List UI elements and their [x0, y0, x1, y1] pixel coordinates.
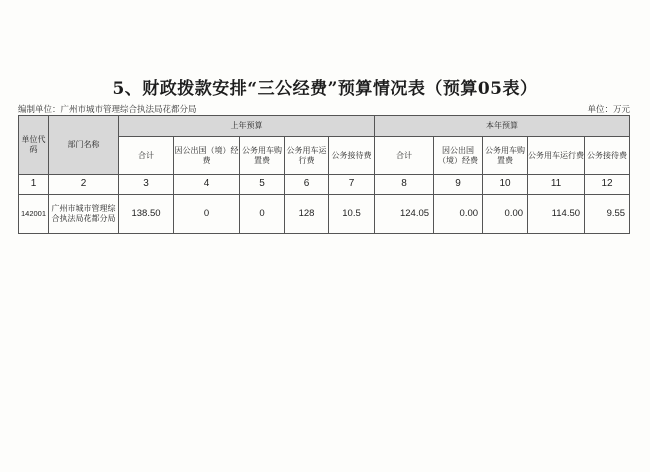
column-number-row [19, 175, 630, 195]
column-number: 6 [285, 175, 329, 195]
cell-this-abroad: 0.00 [434, 195, 483, 234]
cell-this-reception: 9.55 [585, 195, 630, 234]
cell-dept-name: 广州市城市管理综合执法局花都分局 [49, 195, 119, 234]
column-number: 4 [174, 175, 240, 195]
header-last-abroad: 因公出国（境）经费 [174, 137, 240, 175]
column-number: 1 [19, 175, 49, 195]
header-this-car-purchase: 公务用车购置费 [483, 137, 528, 175]
column-number: 7 [329, 175, 375, 195]
compiling-unit: 编制单位：广州市城市管理综合执法局花都分局 [18, 105, 197, 115]
column-number: 9 [434, 175, 483, 195]
header-last-year: 上年预算 [119, 116, 375, 137]
column-number: 10 [483, 175, 528, 195]
currency-unit: 单位：万元 [587, 105, 630, 115]
column-number: 12 [585, 175, 630, 195]
cell-last-car-operation: 128 [285, 195, 329, 234]
header-this-total: 合计 [375, 137, 434, 175]
column-number: 8 [375, 175, 434, 195]
cell-unit-code: 142001 [19, 195, 49, 234]
table-group-header-row [19, 116, 630, 137]
cell-last-car-purchase: 0 [240, 195, 285, 234]
column-number: 3 [119, 175, 174, 195]
table-row [19, 195, 630, 234]
header-this-abroad: 因公出国（境）经费 [434, 137, 483, 175]
cell-this-car-purchase: 0.00 [483, 195, 528, 234]
budget-table [18, 115, 630, 234]
header-last-reception: 公务接待费 [329, 137, 375, 175]
header-last-car-purchase: 公务用车购置费 [240, 137, 285, 175]
cell-this-car-operation: 114.50 [528, 195, 585, 234]
cell-last-abroad: 0 [174, 195, 240, 234]
header-this-year: 本年预算 [375, 116, 630, 137]
column-number: 5 [240, 175, 285, 195]
cell-last-total: 138.50 [119, 195, 174, 234]
header-last-total: 合计 [119, 137, 174, 175]
page-title: 5、财政拨款安排“三公经费”预算情况表（预算05表） [112, 79, 538, 99]
header-last-car-operation: 公务用车运行费 [285, 137, 329, 175]
cell-this-total: 124.05 [375, 195, 434, 234]
header-unit-code: 单位代码 [19, 116, 49, 175]
header-this-car-operation: 公务用车运行费 [528, 137, 585, 175]
header-this-reception: 公务接待费 [585, 137, 630, 175]
column-number: 2 [49, 175, 119, 195]
header-dept-name: 部门名称 [49, 116, 119, 175]
column-number: 11 [528, 175, 585, 195]
cell-last-reception: 10.5 [329, 195, 375, 234]
